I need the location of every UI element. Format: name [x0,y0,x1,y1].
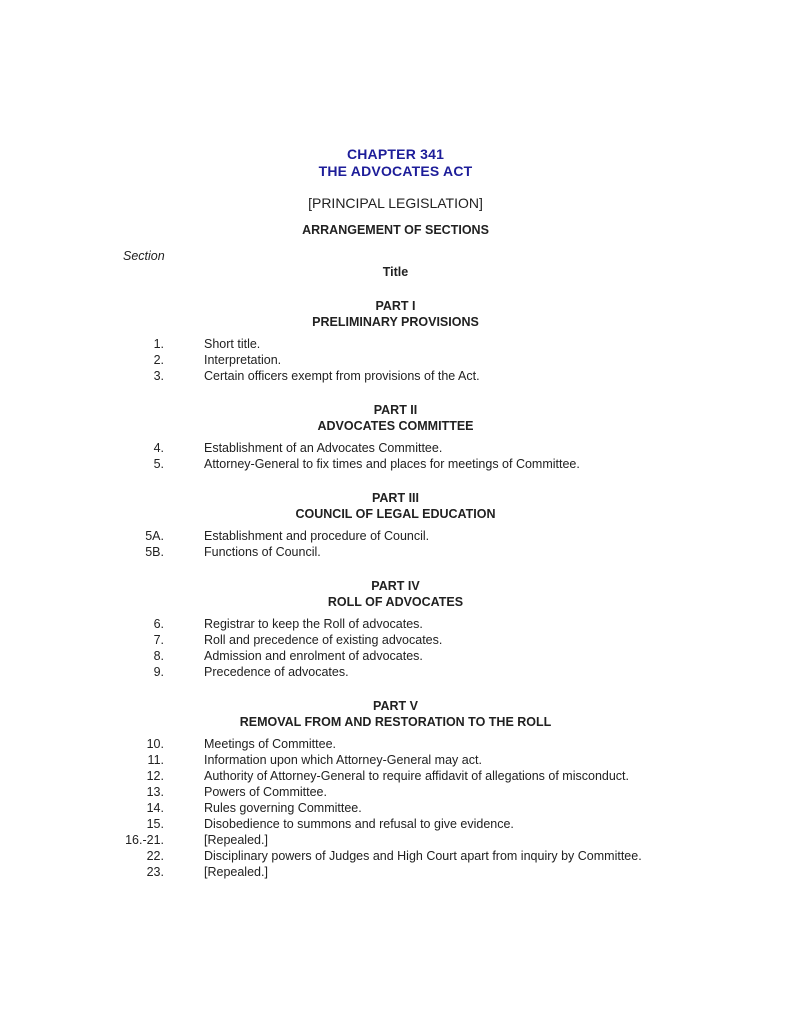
section-row [100,752,791,768]
section-list [100,336,791,384]
section-row [100,440,791,456]
section-title: Establishment of an Advocates Committee. [204,441,443,455]
section-row [100,352,791,368]
section-title: Information upon which Attorney-General may act. [204,753,482,767]
chapter-number: CHAPTER 341 [346,146,445,162]
part-number: PART II [373,403,418,417]
section-number: 16.-21. [125,833,164,847]
section-title: Establishment and procedure of Council. [204,529,430,543]
section-number: 5A. [145,529,164,543]
chapter-heading [0,146,791,180]
section-row [100,800,791,816]
arrangement-of-sections-heading: ARRANGEMENT OF SECTIONS [302,223,489,237]
section-row [100,368,791,384]
section-number: 4. [153,441,164,455]
section-row [100,648,791,664]
section-row [100,784,791,800]
section-title: Interpretation. [204,353,282,367]
part-title: REMOVAL FROM AND RESTORATION TO THE ROLL [239,715,552,729]
section-number: 5B. [145,545,164,559]
section-column-label: Section [123,249,165,263]
section-title: Powers of Committee. [204,785,327,799]
section-row [100,616,791,632]
parts-container [0,298,791,880]
section-number: 8. [153,649,164,663]
section-title: Registrar to keep the Roll of advocates. [204,617,423,631]
section-number: 7. [153,633,164,647]
section-number: 2. [153,353,164,367]
part-block [0,402,791,472]
section-list [100,440,791,472]
section-list [100,736,791,880]
section-title: Admission and enrolment of advocates. [204,649,423,663]
part-title: ADVOCATES COMMITTEE [317,419,474,433]
section-number: 1. [153,337,164,351]
section-row [100,544,791,560]
section-title: [Repealed.] [204,833,268,847]
section-row [100,816,791,832]
section-number: 10. [146,737,164,751]
section-row [100,528,791,544]
section-row [100,456,791,472]
part-title: COUNCIL OF LEGAL EDUCATION [295,507,496,521]
section-number: 13. [146,785,164,799]
section-title: Meetings of Committee. [204,737,336,751]
act-title: THE ADVOCATES ACT [318,163,473,179]
section-title: Attorney-General to fix times and places for meetings of Committee. [204,457,580,471]
section-title: [Repealed.] [204,865,268,879]
part-title: PRELIMINARY PROVISIONS [312,315,479,329]
title-column-label: Title [382,265,409,279]
section-title: Authority of Attorney-General to require affidavit of allegations of misconduct. [204,769,629,783]
section-row [100,664,791,680]
part-block [0,578,791,680]
section-row [100,736,791,752]
section-number: 23. [146,865,164,879]
part-number: PART IV [371,579,420,593]
section-row [100,832,791,848]
section-number: 11. [147,753,164,767]
section-title: Roll and precedence of existing advocates. [204,633,443,647]
part-number: PART I [375,299,416,313]
section-title: Short title. [204,337,261,351]
section-number: 3. [153,369,164,383]
section-row [100,864,791,880]
principal-legislation-label: [PRINCIPAL LEGISLATION] [308,195,483,211]
section-number: 9. [153,665,164,679]
part-block [0,490,791,560]
section-number: 14. [146,801,164,815]
section-title: Precedence of advocates. [204,665,349,679]
section-title: Certain officers exempt from provisions of the Act. [204,369,480,383]
part-title: ROLL OF ADVOCATES [327,595,464,609]
part-number: PART III [372,491,419,505]
section-row [100,848,791,864]
part-number: PART V [373,699,418,713]
section-title: Disciplinary powers of Judges and High Court apart from inquiry by Committee. [204,849,642,863]
part-block [0,698,791,880]
section-number: 22. [146,849,164,863]
section-number: 12. [146,769,164,783]
section-row [100,336,791,352]
section-list [100,528,791,560]
section-list [100,616,791,680]
section-row [100,632,791,648]
section-title: Rules governing Committee. [204,801,362,815]
section-row [100,768,791,784]
section-number: 15. [146,817,164,831]
section-title: Functions of Council. [204,545,321,559]
section-number: 6. [153,617,164,631]
section-title: Disobedience to summons and refusal to give evidence. [204,817,514,831]
section-number: 5. [153,457,164,471]
part-block [0,298,791,384]
